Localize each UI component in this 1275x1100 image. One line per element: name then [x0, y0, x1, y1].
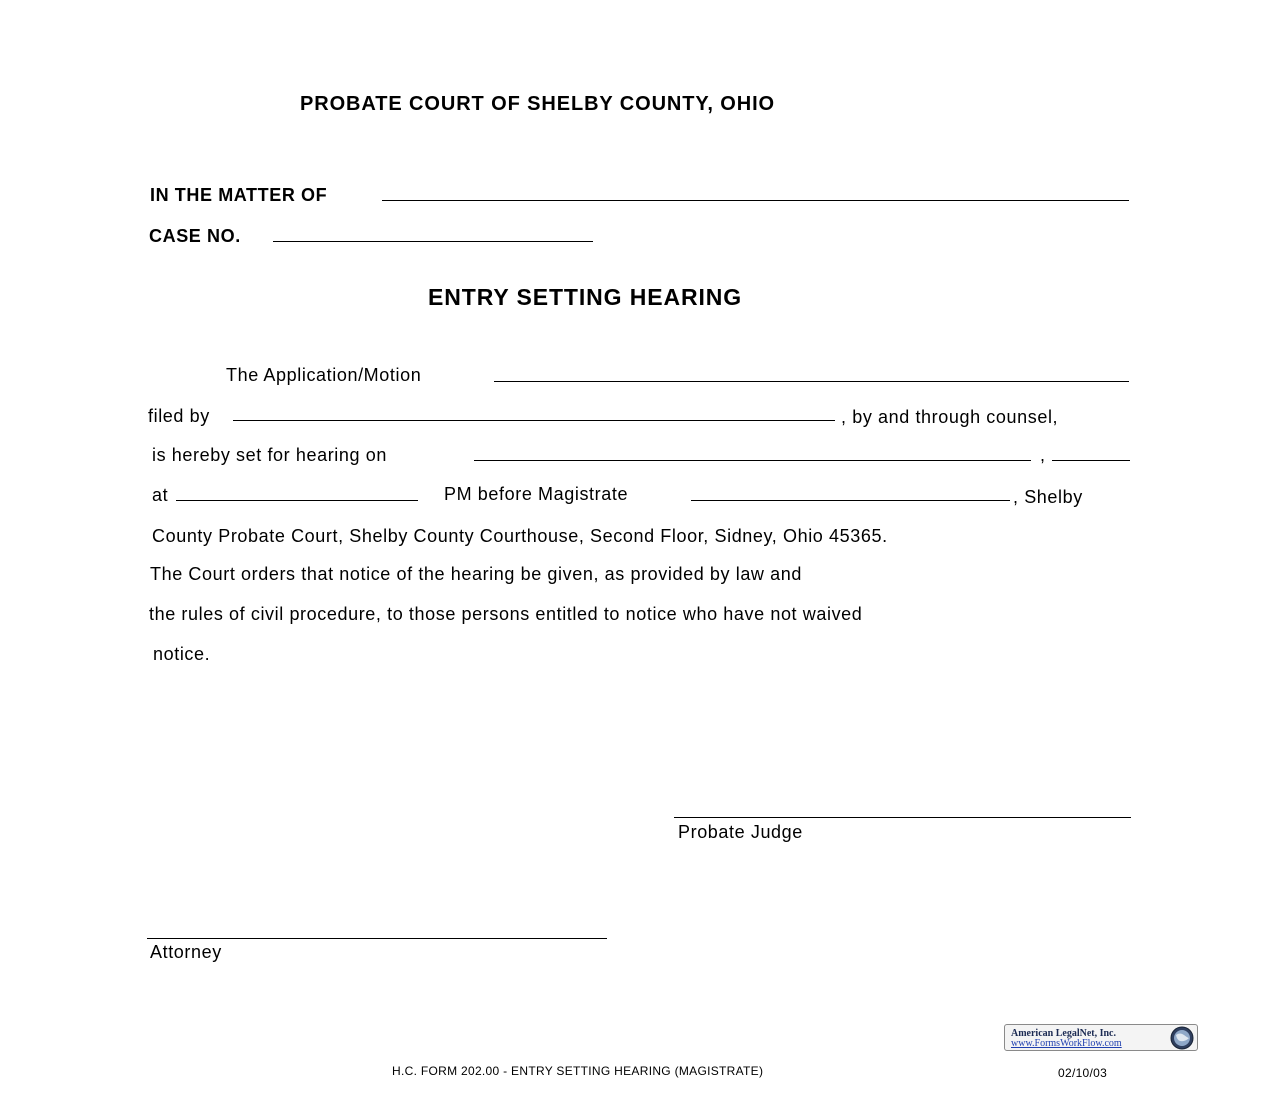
magistrate-name-field[interactable] [691, 500, 1010, 501]
pm-magistrate-label: PM before Magistrate [444, 484, 629, 504]
matter-name-field[interactable] [382, 200, 1129, 201]
form-id: H.C. FORM 202.00 - ENTRY SETTING HEARING (MAGISTRATE) [392, 1064, 764, 1078]
application-label: The Application/Motion [226, 365, 422, 385]
judge-signature-line[interactable] [674, 817, 1131, 818]
hearing-date-field[interactable] [474, 460, 1031, 461]
notice-line: notice. [153, 644, 211, 664]
filed-by-field[interactable] [233, 420, 835, 421]
logo-company-name: American LegalNet, Inc. [1011, 1028, 1116, 1039]
matter-label: IN THE MATTER OF [150, 185, 328, 205]
globe-icon [1170, 1026, 1194, 1050]
american-legalnet-logo[interactable] [1004, 1024, 1198, 1051]
rules-line: the rules of civil procedure, to those persons entitled to notice who have not waived [149, 604, 863, 624]
logo-website-link[interactable]: www.FormsWorkFlow.com [1011, 1038, 1122, 1049]
application-field[interactable] [494, 381, 1129, 382]
filed-by-label: filed by [148, 406, 210, 426]
court-title: PROBATE COURT OF SHELBY COUNTY, OHIO [300, 93, 776, 115]
hearing-time-field[interactable] [176, 500, 418, 501]
attorney-signature-line[interactable] [147, 938, 607, 939]
date-comma: , [1040, 445, 1046, 465]
form-date: 02/10/03 [1058, 1066, 1108, 1080]
court-address-line: County Probate Court, Shelby County Courthouse, Second Floor, Sidney, Ohio 45365. [152, 526, 888, 546]
hearing-on-label: is hereby set for hearing on [152, 445, 387, 465]
at-label: at [152, 485, 169, 505]
case-number-field[interactable] [273, 241, 593, 242]
shelby-text: , Shelby [1013, 487, 1083, 507]
form-title: ENTRY SETTING HEARING [428, 284, 743, 310]
attorney-label: Attorney [150, 942, 222, 962]
counsel-text: , by and through counsel, [841, 407, 1059, 427]
probate-judge-label: Probate Judge [678, 822, 803, 842]
hearing-year-field[interactable] [1052, 460, 1130, 461]
orders-line: The Court orders that notice of the hearing be given, as provided by law and [150, 564, 802, 584]
case-number-label: CASE NO. [149, 226, 241, 246]
